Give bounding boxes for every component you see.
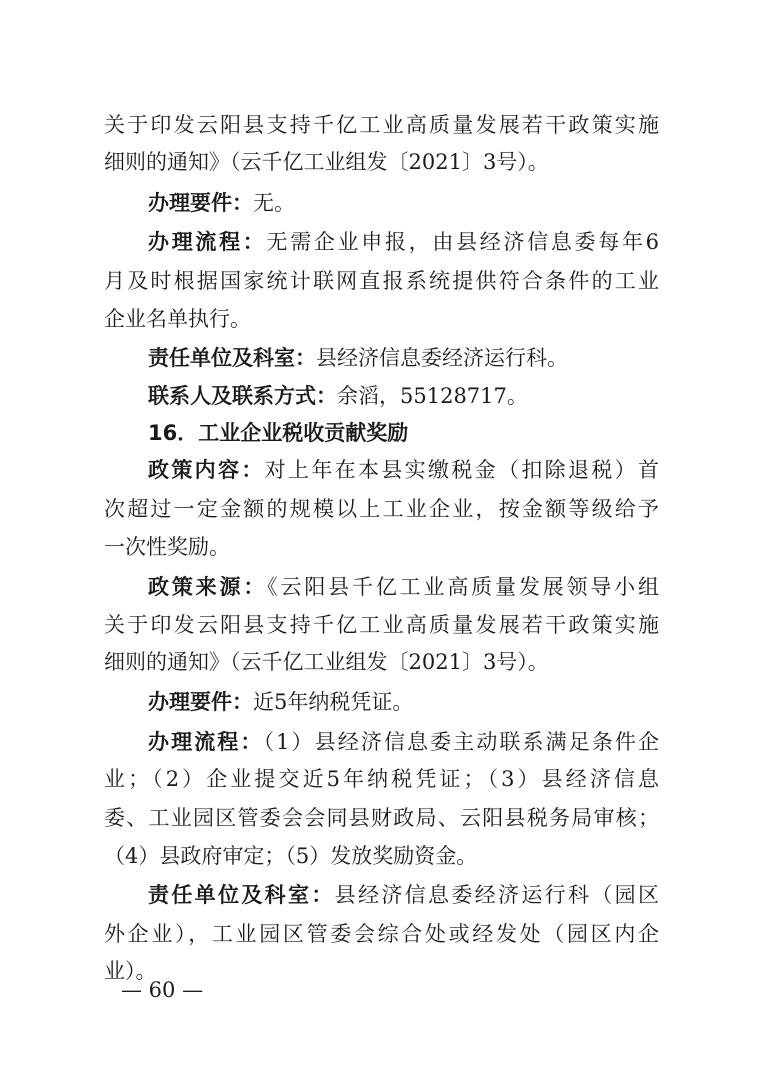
text-line: 关于印发云阳县支持千亿工业高质量发展若干政策实施 xyxy=(104,613,659,637)
field-text: 近5年纳税凭证。 xyxy=(253,690,414,714)
text-line: （4）县政府审定；（5）发放奖励资金。 xyxy=(104,844,478,868)
field-label: 办理要件： xyxy=(148,191,253,215)
text-line: 关于印发云阳县支持千亿工业高质量发展若干政策实施 xyxy=(104,113,659,137)
field-label: 政策内容： xyxy=(148,458,265,482)
text-line: 企业名单执行。 xyxy=(104,307,251,331)
paragraph-contact xyxy=(148,375,659,417)
field-text: 对上年在本县实缴税金（扣除退税）首 xyxy=(264,458,659,482)
paragraph-handling-requirements-2 xyxy=(148,681,659,723)
field-text: 县经济信息委经济运行科（园区 xyxy=(334,883,659,907)
paragraph-policy-content xyxy=(148,449,659,491)
text-line: 月及时根据国家统计联网直报系统提供符合条件的工业 xyxy=(104,269,659,293)
field-label: 办理流程： xyxy=(148,730,264,754)
field-text: 无需企业申报，由县经济信息委每年6 xyxy=(266,230,659,254)
field-label: 办理流程： xyxy=(148,230,267,254)
text-line: 业；（2）企业提交近5年纳税凭证；（3）县经济信息 xyxy=(104,767,659,791)
field-text: 《云阳县千亿工业高质量发展领导小组 xyxy=(267,575,659,599)
text-line: 委、工业园区管委会会同县财政局、云阳县税务局审核； xyxy=(104,806,659,830)
paragraph-handling-process xyxy=(148,221,659,263)
text-line: 细则的通知》（云千亿工业组发〔2021〕3号）。 xyxy=(104,150,549,174)
field-label: 政策来源： xyxy=(148,575,268,599)
field-label: 责任单位及科室： xyxy=(148,883,335,907)
field-text: 无。 xyxy=(253,191,295,215)
field-text: （1）县经济信息委主动联系满足条件企 xyxy=(263,730,659,754)
paragraph-policy-source xyxy=(148,566,659,608)
page-number: — 60 — xyxy=(121,978,204,1002)
field-text: 县经济信息委经济运行科。 xyxy=(316,346,568,370)
text-line: 外企业），工业园区管委会综合处或经发处（园区内企 xyxy=(104,922,659,946)
field-text: 余滔，55128717。 xyxy=(337,384,528,408)
section-heading: 16．工业企业税收贡献奖励 xyxy=(148,421,409,445)
text-line: 一次性奖励。 xyxy=(104,535,230,559)
paragraph-handling-requirements xyxy=(148,182,659,224)
field-label: 联系人及联系方式： xyxy=(148,384,337,408)
text-line: 业）。 xyxy=(104,959,157,983)
text-line: 细则的通知》（云千亿工业组发〔2021〕3号）。 xyxy=(104,650,549,674)
text-line: 次超过一定金额的规模以上工业企业，按金额等级给予 xyxy=(104,497,659,521)
paragraph-responsible-unit-2 xyxy=(148,874,659,916)
paragraph-responsible-unit xyxy=(148,337,659,379)
paragraph-handling-process-2 xyxy=(148,721,659,763)
field-label: 办理要件： xyxy=(148,690,253,714)
field-label: 责任单位及科室： xyxy=(148,346,316,370)
